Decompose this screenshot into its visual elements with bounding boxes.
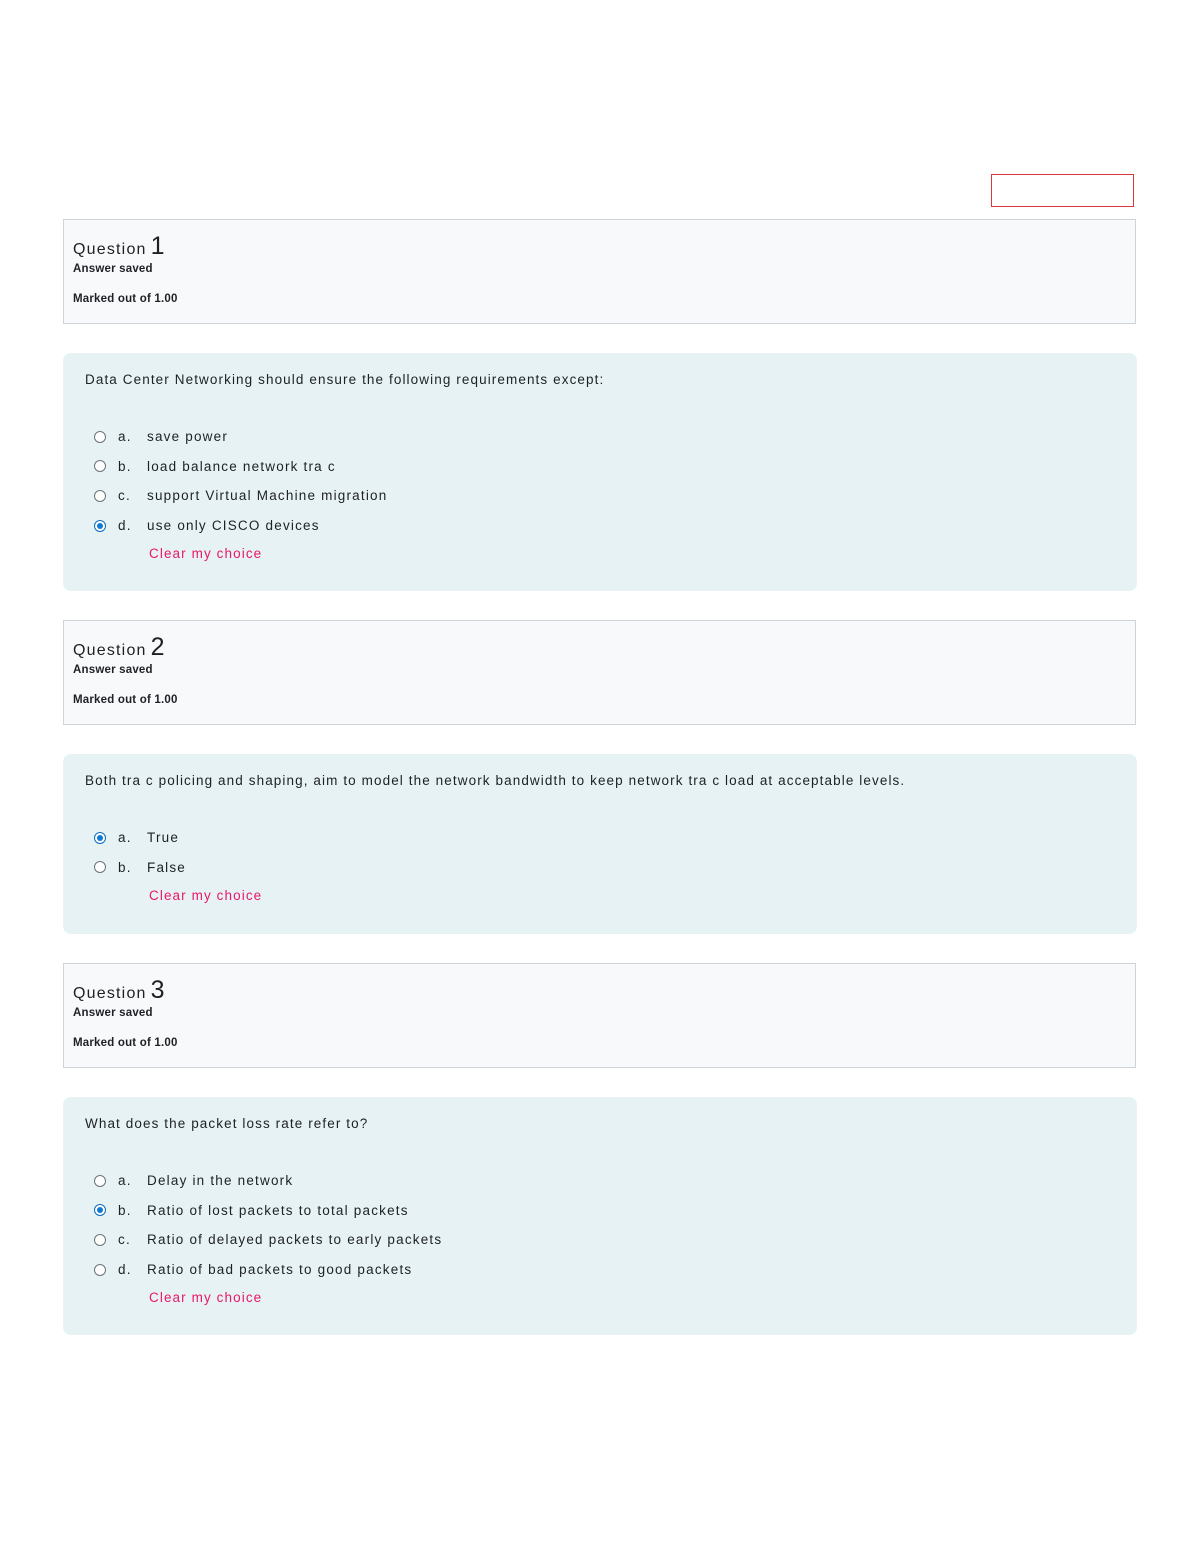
- answer-option-b[interactable]: [94, 853, 1115, 883]
- radio-button[interactable]: [94, 1264, 106, 1276]
- answer-option-d[interactable]: [94, 511, 1115, 541]
- radio-button[interactable]: [94, 861, 106, 873]
- option-letter: c.: [118, 1232, 131, 1248]
- flag-question-box[interactable]: [991, 174, 1134, 207]
- question-title: Question 3: [73, 976, 165, 1004]
- answer-option-b[interactable]: [94, 1196, 1115, 1226]
- answer-options: [85, 823, 1115, 905]
- question-info-1: [63, 219, 1136, 324]
- radio-button[interactable]: [94, 1234, 106, 1246]
- question-state: Answer saved: [73, 263, 153, 275]
- option-letter: b.: [118, 1202, 132, 1218]
- option-text: save power: [147, 429, 229, 445]
- question-text: Both tra c policing and shaping, aim to model the network bandwidth to keep network tra c load at acceptable levels.: [85, 773, 906, 788]
- question-formulation-1: [63, 353, 1137, 591]
- question-number: 2: [150, 633, 165, 661]
- question-number: 1: [150, 232, 165, 260]
- option-letter: d.: [118, 518, 132, 534]
- question-formulation-2: [63, 754, 1137, 934]
- question-info-3: [63, 963, 1136, 1068]
- option-letter: a.: [118, 429, 132, 445]
- clear-choice-link[interactable]: Clear my choice: [149, 1290, 263, 1306]
- question-title: Question 2: [73, 633, 165, 661]
- answer-option-a[interactable]: [94, 422, 1115, 452]
- answer-options: [85, 422, 1115, 563]
- radio-button[interactable]: [94, 431, 106, 443]
- question-formulation-3: [63, 1097, 1137, 1335]
- option-letter: b.: [118, 458, 132, 474]
- option-letter: d.: [118, 1262, 132, 1278]
- option-letter: b.: [118, 859, 132, 875]
- question-grade: Marked out of 1.00: [73, 694, 178, 706]
- radio-button[interactable]: [94, 520, 106, 532]
- answer-option-c[interactable]: [94, 481, 1115, 511]
- question-title: Question 1: [73, 232, 165, 260]
- radio-button[interactable]: [94, 1204, 106, 1216]
- question-text: What does the packet loss rate refer to?: [85, 1116, 369, 1131]
- radio-button[interactable]: [94, 832, 106, 844]
- question-grade: Marked out of 1.00: [73, 293, 178, 305]
- option-text: use only CISCO devices: [147, 518, 320, 534]
- question-info-2: [63, 620, 1136, 725]
- clear-choice-link[interactable]: Clear my choice: [149, 888, 263, 904]
- answer-option-a[interactable]: [94, 1166, 1115, 1196]
- option-text: Ratio of delayed packets to early packets: [147, 1232, 443, 1248]
- radio-button[interactable]: [94, 1175, 106, 1187]
- question-grade: Marked out of 1.00: [73, 1037, 178, 1049]
- answer-option-c[interactable]: [94, 1225, 1115, 1255]
- option-text: True: [147, 830, 180, 846]
- option-text: load balance network tra c: [147, 458, 336, 474]
- answer-option-b[interactable]: [94, 452, 1115, 482]
- option-letter: a.: [118, 1173, 132, 1189]
- option-letter: a.: [118, 830, 132, 846]
- radio-button[interactable]: [94, 490, 106, 502]
- option-text: Ratio of bad packets to good packets: [147, 1262, 413, 1278]
- answer-option-d[interactable]: [94, 1255, 1115, 1285]
- option-text: False: [147, 859, 187, 875]
- answer-options: [85, 1166, 1115, 1307]
- question-number: 3: [150, 976, 165, 1004]
- question-text: Data Center Networking should ensure the following requirements except:: [85, 372, 605, 387]
- question-state: Answer saved: [73, 664, 153, 676]
- option-letter: c.: [118, 488, 131, 504]
- clear-choice-link[interactable]: Clear my choice: [149, 546, 263, 562]
- option-text: Ratio of lost packets to total packets: [147, 1202, 409, 1218]
- option-text: support Virtual Machine migration: [147, 488, 388, 504]
- answer-option-a[interactable]: [94, 823, 1115, 853]
- question-state: Answer saved: [73, 1007, 153, 1019]
- option-text: Delay in the network: [147, 1173, 294, 1189]
- radio-button[interactable]: [94, 460, 106, 472]
